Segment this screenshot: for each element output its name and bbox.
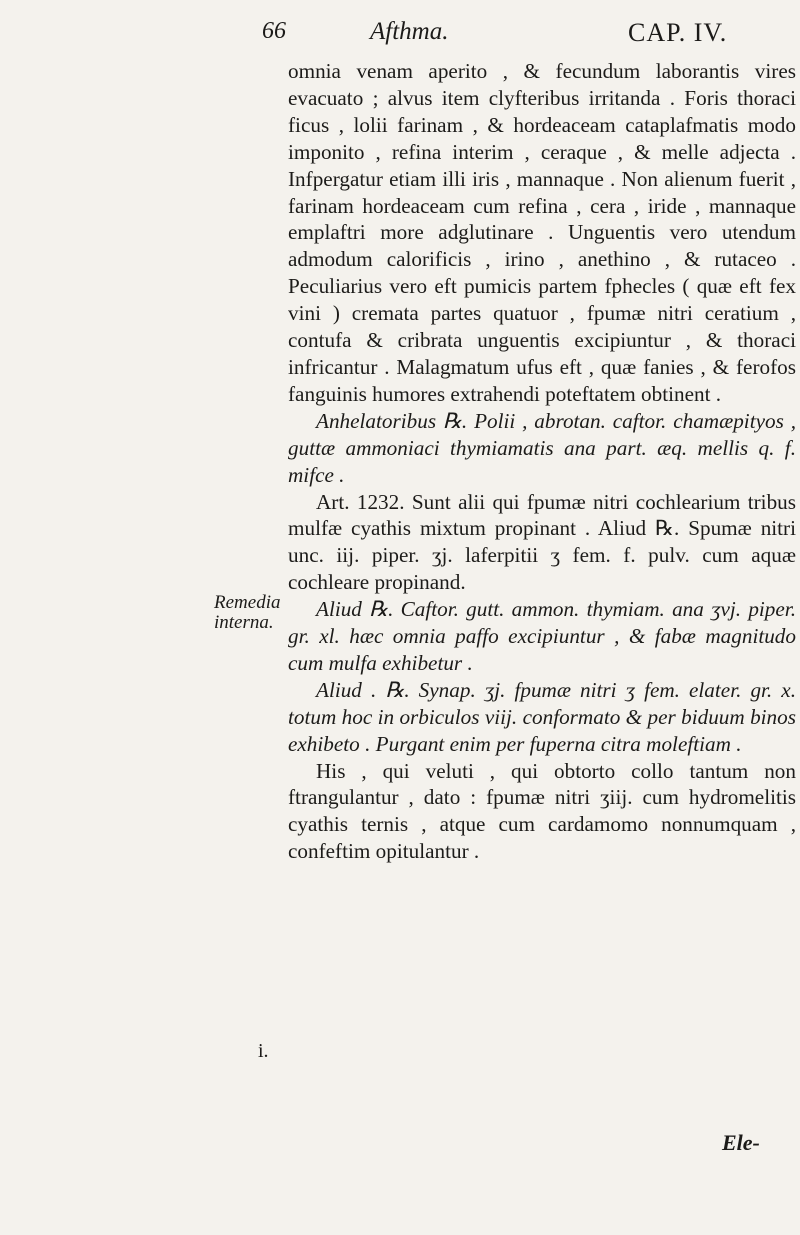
margin-note [214, 593, 284, 633]
paragraph-recipe: Anhelatoribus ℞. Polii , abrotan. caftor. chamæpityos , guttæ ammoniaci thymiamatis ana part. æq. mellis q. f. mifce . [288, 408, 796, 487]
running-title: Afthma. [370, 18, 449, 45]
paragraph-recipe: Aliud . ℞. Synap. ʒj. fpumæ nitri ʒ fem. elater. gr. x. totum hoc in orbiculos viij. conformato & per biduum binos exhibeto . Purgant enim per fuperna citra moleftiam . [288, 677, 796, 756]
paragraph-recipe: Aliud ℞. Caftor. gutt. ammon. thymiam. ana ʒvj. piper. gr. xl. hæc omnia paffo excipiuntur , & fabæ magnitudo cum mulfa exhibetur . [288, 597, 796, 675]
margin-note-line1: Remedia [214, 592, 281, 613]
paragraph-article: Art. 1232. Sunt alii qui fpumæ nitri cochlearium tribus mulfæ cyathis mixtum propinant . Aliud ℞. Spumæ nitri unc. iij. piper. ʒj. laferpitii ʒ fem. f. pulv. cum aquæ cochleare propinand. [288, 489, 796, 595]
catchword: Ele- [722, 1130, 760, 1155]
margin-mark: i. [258, 1040, 269, 1062]
body-text [288, 58, 796, 865]
paragraph: omnia venam aperito , & fecundum laborantis vires evacuato ; alvus item clyfteribus irritanda . Foris thoraci ficus , lolii farinam , & hordeaceam cataplafmatis modo imponito , refina interim , ceraque , & melle adjecta . Infpergatur etiam illi iris , mannaque . Non alienum fuerit , farinam hordeaceam cum refina , cera , iride , mannaque emplaftri more adglutinare . Unguentis vero utendum admodum calorificis , irino , anethino , & rutaceo . Peculiarius vero eft pumicis partem fphecles ( quæ eft fex vini ) cremata partes quatuor , fpumæ nitri ceratium , contufa & cribrata unguentis excipiuntur , & thoraci infricantur . Malagmatum ufus eft , quæ fanies , & ferofos fanguinis humores extrahendi poteftatem obtinent . [288, 59, 796, 406]
chapter-label: CAP. IV. [628, 18, 728, 47]
page-number: 66 [262, 18, 286, 44]
margin-note-line2: interna. [214, 612, 274, 633]
paragraph: His , qui veluti , qui obtorto collo tantum non ftrangulantur , dato : fpumæ nitri ʒiij. cum hydromelitis cyathis ternis , atque cum cardamomo nonnumquam , confeftim opitulantur . [288, 758, 796, 864]
page-header [0, 18, 800, 58]
